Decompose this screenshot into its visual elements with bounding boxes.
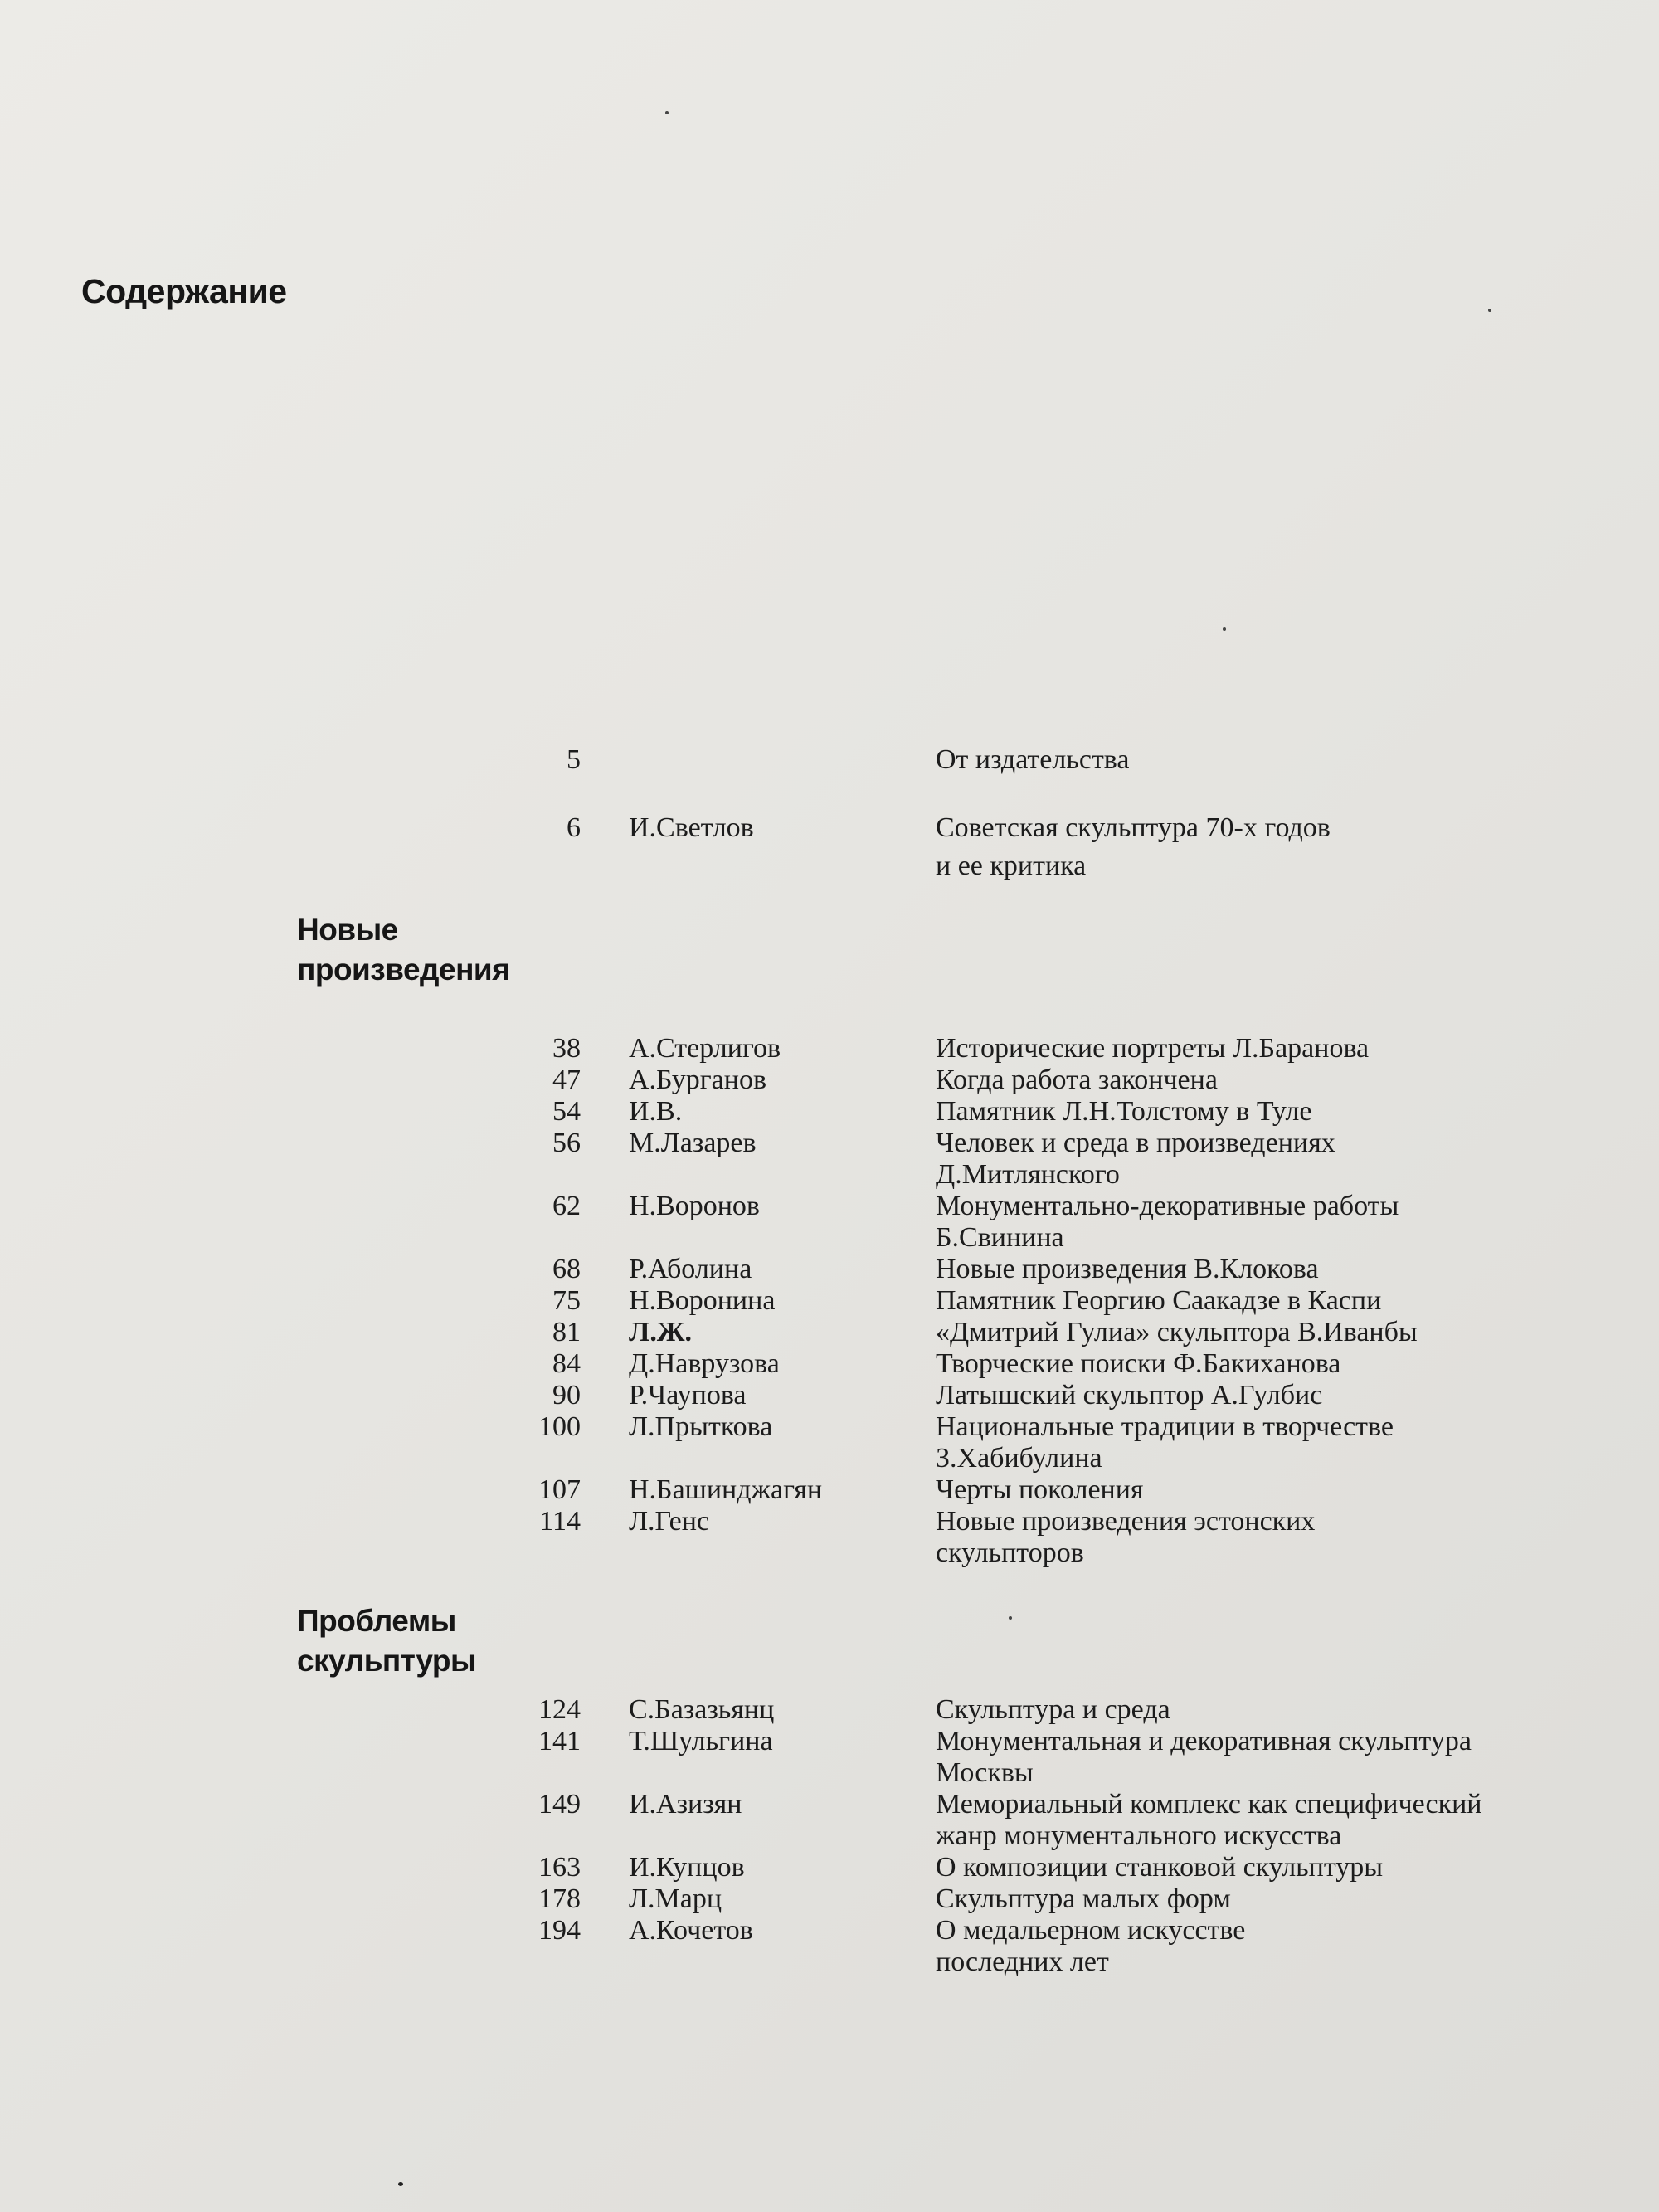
author: Л.Прыткова (629, 1411, 773, 1442)
paper-speck (1488, 309, 1491, 312)
page-number: 75 (552, 1285, 581, 1316)
section-heading: Новые произведения (297, 913, 510, 987)
page-number: 54 (552, 1096, 581, 1127)
page-number: 141 (538, 1726, 581, 1756)
author: Н.Воронов (629, 1191, 760, 1221)
entry-title: Творческие поиски Ф.Бакиханова (936, 1348, 1341, 1379)
entry-title: От издательства (936, 744, 1130, 775)
page-number: 100 (538, 1411, 581, 1442)
page-number: 194 (538, 1915, 581, 1946)
section-heading: Проблемы скульптуры (297, 1604, 477, 1678)
author: Д.Наврузова (629, 1348, 780, 1379)
entry-title: Памятник Л.Н.Толстому в Туле (936, 1096, 1312, 1127)
author: А.Бурганов (629, 1065, 767, 1095)
entry-title: Скульптура малых форм (936, 1883, 1231, 1914)
author: А.Стерлигов (629, 1033, 781, 1064)
page-number: 62 (552, 1191, 581, 1221)
page-number: 56 (552, 1128, 581, 1158)
page-number: 163 (538, 1852, 581, 1883)
page-number: 81 (552, 1317, 581, 1347)
page-number: 114 (539, 1506, 581, 1537)
entry-title: О медальерном искусстве последних лет (936, 1915, 1246, 1977)
author: Л.Ж. (629, 1317, 692, 1347)
entry-title: Скульптура и среда (936, 1694, 1170, 1725)
author: С.Базазьянц (629, 1694, 775, 1725)
page-number: 38 (552, 1033, 581, 1064)
author: А.Кочетов (629, 1915, 753, 1946)
page-number: 6 (567, 812, 581, 843)
entry-title: Национальные традиции в творчестве З.Хабибулина (936, 1411, 1394, 1474)
entry-title: Черты поколения (936, 1474, 1144, 1505)
paper-speck (398, 2182, 403, 2186)
entry-title: Латышский скульптор А.Гулбис (936, 1380, 1323, 1411)
author: Р.Аболина (629, 1254, 752, 1284)
page-number: 124 (538, 1694, 581, 1725)
entry-title: Мемориальный комплекс как специфический жанр монументального искусства (936, 1789, 1482, 1851)
paper-speck (1223, 627, 1226, 631)
author: Л.Марц (629, 1883, 722, 1914)
entry-title: Советская скульптура 70-х годов и ее критика (936, 812, 1331, 881)
author: Р.Чаупова (629, 1380, 747, 1411)
page-number: 68 (552, 1254, 581, 1284)
page-title: Содержание (81, 272, 287, 310)
entry-title: Человек и среда в произведениях Д.Митлянского (936, 1128, 1335, 1190)
page-number: 5 (567, 744, 581, 775)
entry-title: Новые произведения В.Клокова (936, 1254, 1319, 1284)
entry-title: О композиции станковой скульптуры (936, 1852, 1384, 1883)
page-number: 178 (538, 1883, 581, 1914)
page-number: 107 (538, 1474, 581, 1505)
author: Н.Башинджагян (629, 1474, 823, 1505)
page-number: 47 (552, 1065, 581, 1095)
entry-title: Исторические портреты Л.Баранова (936, 1033, 1370, 1064)
author: Л.Генс (629, 1506, 710, 1537)
author: И.Азизян (629, 1789, 742, 1820)
author: И.Светлов (629, 812, 754, 843)
entry-title: Памятник Георгию Саакадзе в Каспи (936, 1285, 1382, 1316)
author: Т.Шульгина (629, 1726, 773, 1756)
author: М.Лазарев (629, 1128, 757, 1158)
page-number: 90 (552, 1380, 581, 1411)
entry-title: «Дмитрий Гулиа» скульптора В.Иванбы (936, 1317, 1418, 1347)
page-number: 84 (552, 1348, 581, 1379)
entry-title: Новые произведения эстонских скульпторов (936, 1506, 1316, 1568)
author: И.В. (629, 1096, 683, 1127)
paper-speck (1009, 1616, 1012, 1620)
entry-title: Когда работа закончена (936, 1065, 1218, 1095)
page-number: 149 (538, 1789, 581, 1820)
author: Н.Воронина (629, 1285, 776, 1316)
paper-speck (665, 111, 669, 114)
author: И.Купцов (629, 1852, 745, 1883)
entry-title: Монументально-декоративные работы Б.Свинина (936, 1191, 1399, 1253)
entry-title: Монументальная и декоративная скульптура Москвы (936, 1726, 1472, 1788)
